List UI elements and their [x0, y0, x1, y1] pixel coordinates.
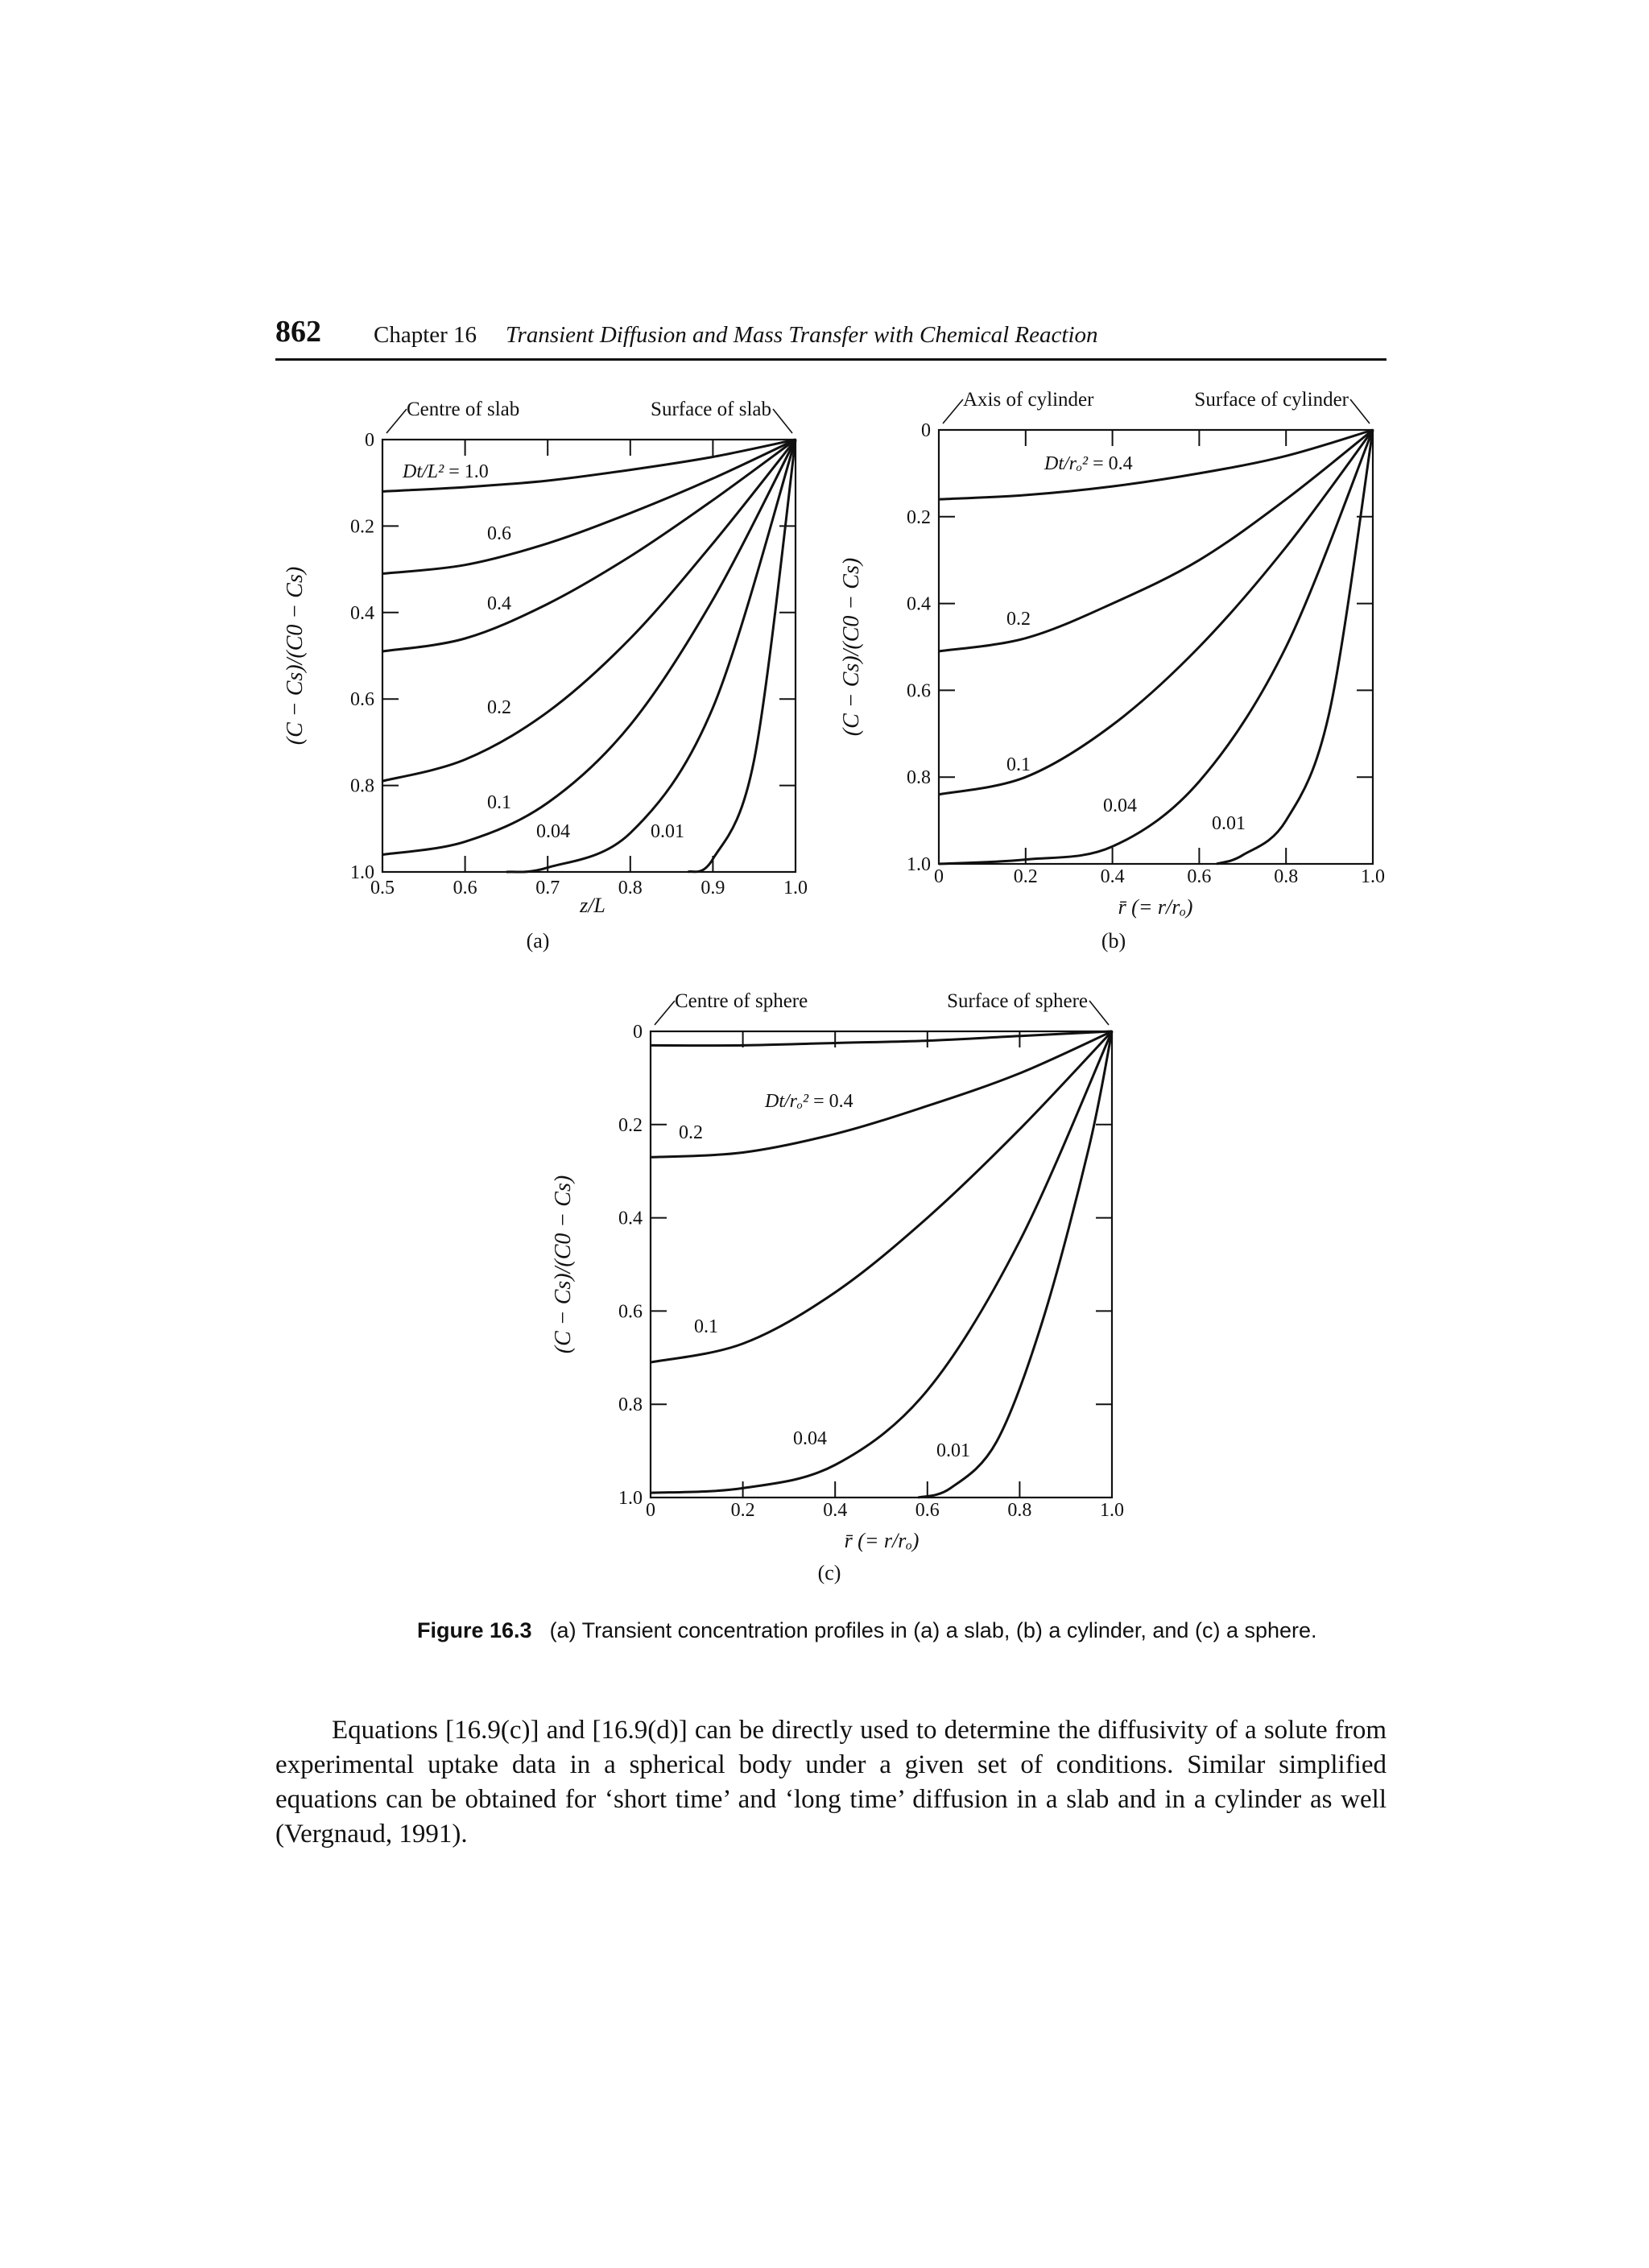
x-tick-label: 0.4: [1100, 866, 1125, 887]
y-axis-label: (C − Cs)/(C0 − Cs): [839, 557, 864, 737]
series-line-0-1: [651, 1031, 1112, 1362]
x-tick-label: 0.7: [535, 878, 560, 899]
series-line-0-2: [651, 1031, 1112, 1157]
x-tick-label: 1.0: [783, 878, 808, 899]
y-tick-label: 0.2: [350, 516, 374, 538]
x-tick-label: 0.6: [453, 878, 477, 899]
series-label: 0.01: [651, 821, 684, 842]
top-left-pointer: [943, 399, 963, 423]
series-label: 0.01: [936, 1440, 970, 1461]
x-tick-label: 1.0: [1361, 866, 1385, 887]
series-label: 0.04: [793, 1428, 827, 1449]
body-paragraph: Equations [16.9(c)] and [16.9(d)] can be directly used to determine the diffusivity of a solute from experimental uptake data in a spherical body under a given set of conditions. Similar simplified equations can be obtained for ‘short time’ and ‘long time’ diffusion in a slab and in a cylinder as well (Vergnaud, 1991).: [275, 1716, 1387, 1849]
y-tick-label: 0.8: [907, 767, 931, 789]
top-right-label: Surface of cylinder: [1194, 389, 1349, 411]
y-tick-label: 0.4: [907, 593, 931, 615]
x-tick-label: 0.5: [370, 878, 395, 899]
top-left-label: Axis of cylinder: [963, 389, 1094, 411]
page-number: 862: [275, 315, 321, 349]
series-line-0-6: [382, 440, 796, 574]
caption-label: Figure 16.3: [417, 1618, 532, 1642]
series-line-0-1: [939, 430, 1373, 795]
series-label: 0.04: [1103, 795, 1137, 816]
y-tick-label: 1.0: [907, 854, 931, 875]
top-left-label: Centre of sphere: [675, 990, 808, 1012]
y-tick-label: 0: [365, 430, 374, 451]
series-line-0-01: [688, 440, 796, 872]
series-label: 0.1: [694, 1316, 718, 1337]
x-tick-label: 0.4: [823, 1500, 848, 1521]
series-line-0-04: [939, 430, 1373, 864]
series-label: 0.04: [536, 821, 570, 842]
top-left-pointer: [655, 1001, 675, 1025]
caption-text: (a) Transient concentration profiles in (a) a slab, (b) a cylinder, and (c) a sphere.: [549, 1618, 1317, 1642]
panel-label: (a): [526, 929, 550, 952]
y-tick-label: 0.2: [907, 506, 931, 528]
plot-frame: [939, 430, 1373, 864]
series-label-param: Dt/rₒ² = 0.4: [765, 1091, 853, 1112]
chart-panel-c: [551, 990, 1124, 1584]
series-label: 0.2: [1006, 609, 1031, 630]
series-line-0-2: [939, 430, 1373, 651]
series-label: 0.6: [487, 523, 511, 544]
x-tick-label: 0.2: [1013, 866, 1038, 887]
y-tick-label: 0: [633, 1022, 643, 1043]
panel-label: (b): [1101, 929, 1126, 952]
x-tick-label: 0.8: [1007, 1500, 1032, 1521]
y-tick-label: 1.0: [350, 862, 374, 883]
x-tick-label: 0.6: [1187, 866, 1212, 887]
x-tick-label: 0: [934, 866, 944, 887]
x-tick-label: 0: [646, 1500, 655, 1521]
y-tick-label: 0.6: [350, 689, 374, 711]
chart-panel-b: [839, 389, 1385, 952]
chapter-title: Transient Diffusion and Mass Transfer with Chemical Reaction: [506, 322, 1098, 348]
series-label: 0.1: [1006, 754, 1031, 775]
series-label: 0.2: [487, 697, 511, 718]
top-left-pointer: [386, 409, 407, 433]
y-tick-label: 0.6: [907, 680, 931, 702]
top-right-label: Surface of slab: [651, 399, 771, 420]
x-tick-label: 0.2: [730, 1500, 755, 1521]
series-line-0-4: [651, 1031, 1112, 1046]
x-tick-label: 0.8: [618, 878, 643, 899]
y-tick-label: 0.4: [618, 1208, 643, 1229]
x-tick-label: 0.6: [915, 1500, 940, 1521]
series-label: 0.01: [1212, 813, 1246, 834]
figure-caption: [417, 1618, 1317, 1643]
series-label: 0.4: [487, 593, 511, 614]
x-axis-label: z/L: [580, 894, 605, 917]
y-axis-label: (C − Cs)/(C0 − Cs): [283, 566, 308, 746]
y-tick-label: 0.8: [618, 1394, 643, 1416]
chart-panel-a: [283, 399, 808, 952]
y-tick-label: 0.8: [350, 775, 374, 797]
series-label: 0.1: [487, 792, 511, 813]
x-tick-label: 0.9: [701, 878, 725, 899]
series-line-0-04: [651, 1031, 1112, 1493]
x-axis-label: r̄ (= r/rₒ): [844, 1529, 920, 1552]
series-label-param: Dt/L² = 1.0: [403, 461, 489, 482]
top-right-label: Surface of sphere: [947, 990, 1088, 1012]
top-right-pointer: [1350, 399, 1370, 423]
y-tick-label: 0.4: [350, 602, 374, 624]
y-tick-label: 0: [921, 420, 931, 441]
y-tick-label: 0.6: [618, 1301, 643, 1323]
plot-frame: [382, 440, 796, 872]
chapter-number: Chapter 16: [374, 322, 477, 348]
top-right-pointer: [1089, 1001, 1109, 1025]
panel-label: (c): [817, 1561, 841, 1584]
plot-frame: [651, 1031, 1112, 1498]
x-axis-label: r̄ (= r/rₒ): [1118, 895, 1193, 919]
series-label-param: Dt/rₒ² = 0.4: [1044, 453, 1133, 474]
y-tick-label: 1.0: [618, 1488, 643, 1509]
top-left-label: Centre of slab: [407, 399, 520, 420]
top-right-pointer: [773, 409, 792, 433]
series-line-0-4: [939, 430, 1373, 499]
y-axis-label: (C − Cs)/(C0 − Cs): [551, 1175, 576, 1354]
x-tick-label: 1.0: [1100, 1500, 1124, 1521]
x-tick-label: 0.8: [1274, 866, 1299, 887]
y-tick-label: 0.2: [618, 1114, 643, 1136]
series-label: 0.2: [679, 1122, 703, 1143]
series-line-0-2: [382, 440, 796, 781]
